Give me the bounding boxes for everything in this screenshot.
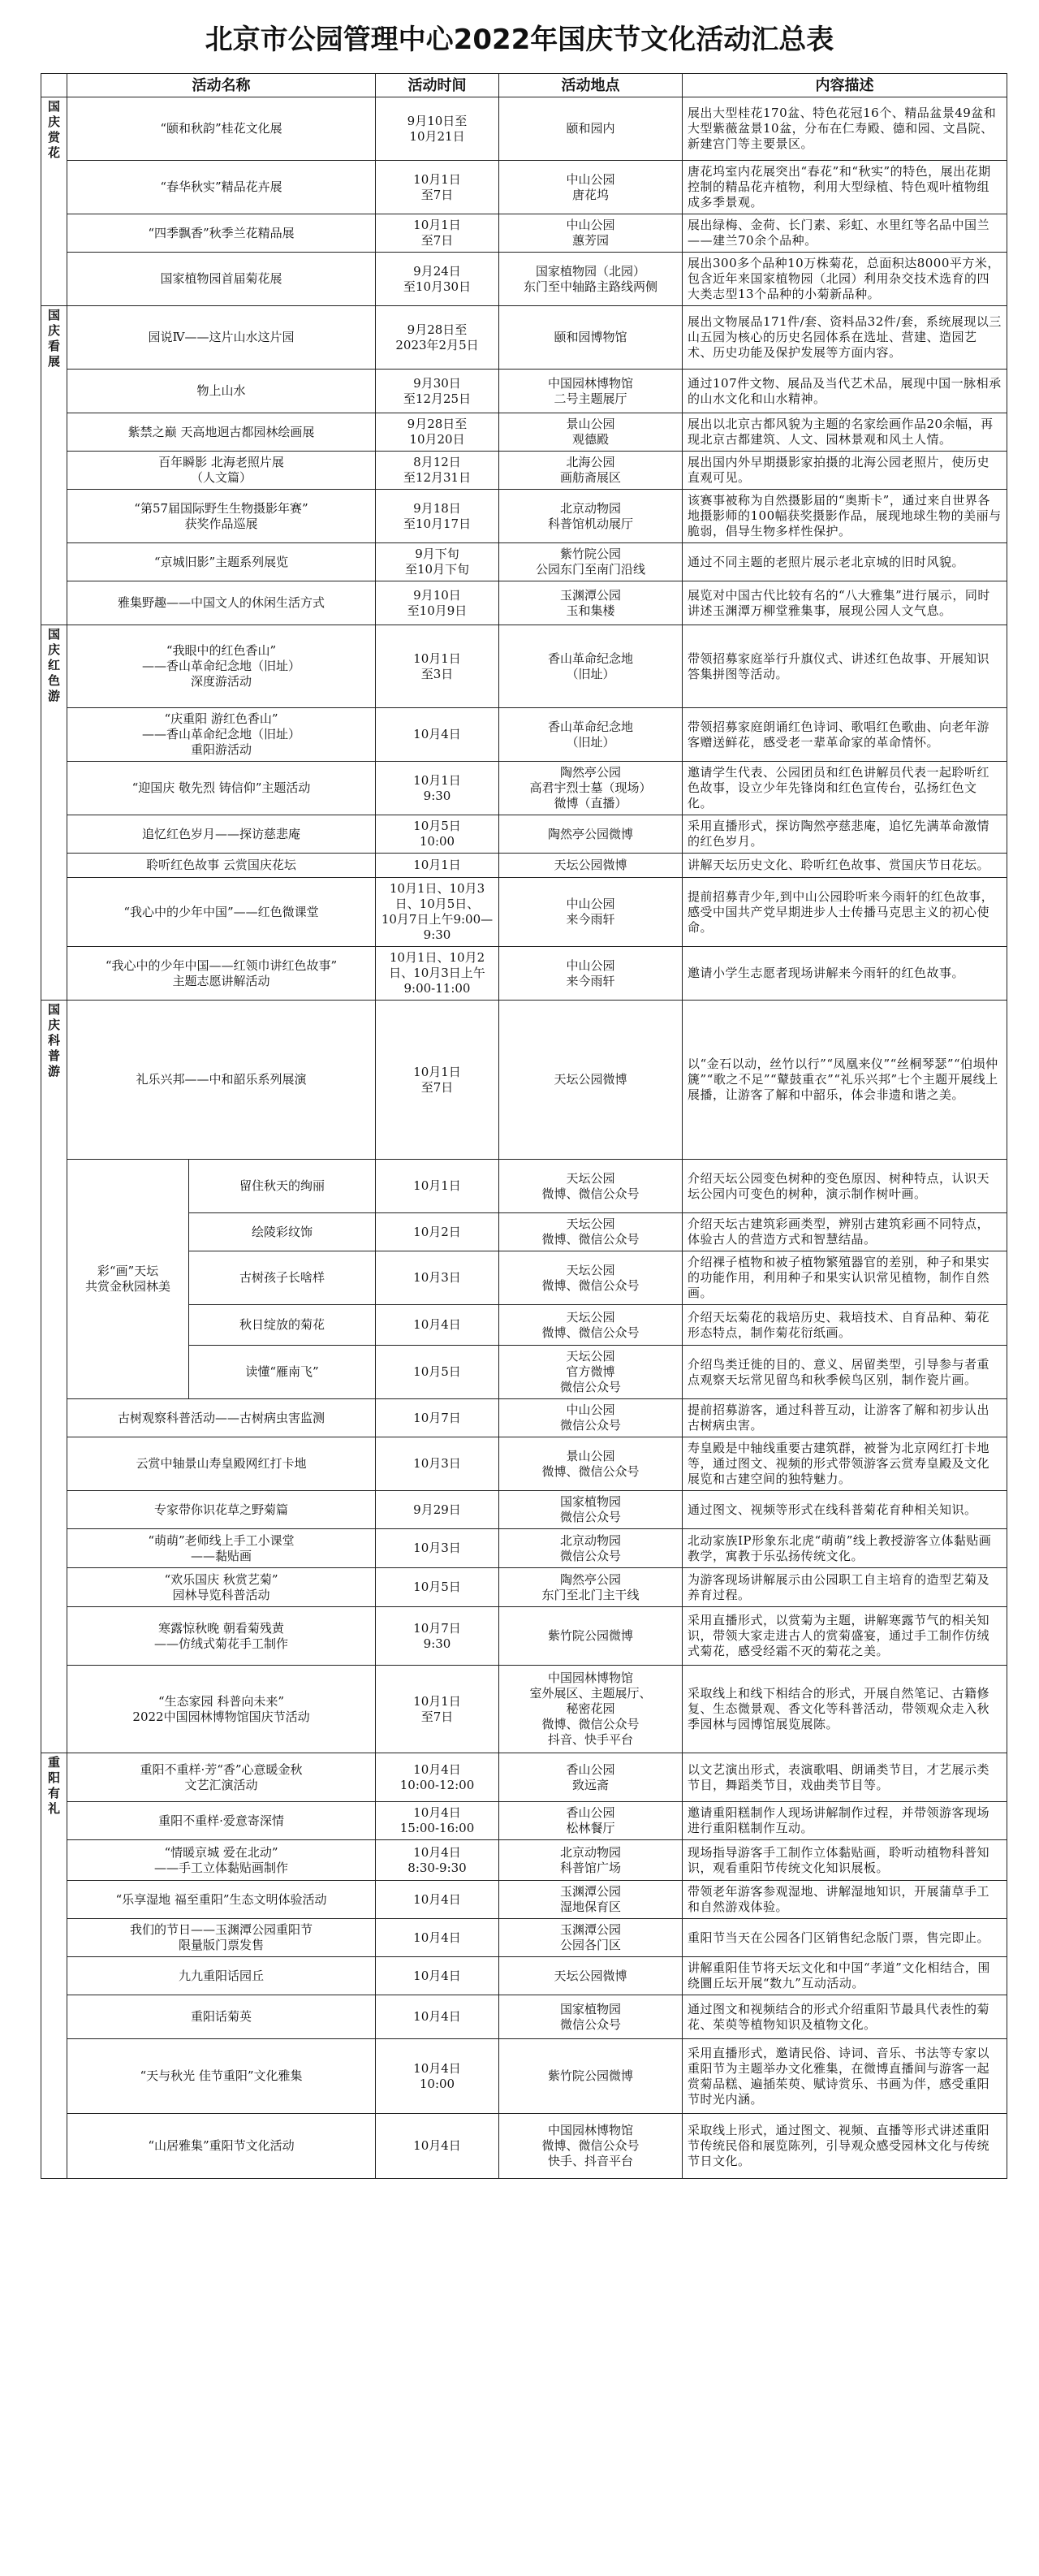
activity-location: 国家植物园 微信公众号	[499, 1491, 683, 1529]
activity-desc: 唐花坞室内花展突出“春花”和“秋实”的特色，展出花期控制的精品花卉植物，利用大型绿植、特色观叶植物组成多季景观。	[683, 161, 1007, 214]
activity-time: 10月3日	[376, 1437, 499, 1491]
activity-location: 中国园林博物馆 室外展区、主题展厅、 秘密花园 微博、微信公众号 抖音、快手平台	[499, 1666, 683, 1753]
activity-time: 10月1日	[376, 1160, 499, 1213]
activity-name: 重阳不重样·芳“香”心意暖金秋 文艺汇演活动	[67, 1753, 376, 1802]
table-row	[41, 625, 1007, 708]
category-label: 国 庆 赏 花	[41, 97, 67, 306]
activity-time: 10月1日、10月2日、10月3日上午 9:00-11:00	[376, 947, 499, 1001]
activity-desc: 提前招募青少年,到中山公园聆听来今雨轩的红色故事，感受中国共产党早期进步人士传播马克思主义的初心使命。	[683, 878, 1007, 947]
table-row	[41, 1919, 1007, 1957]
activity-location: 陶然亭公园 高君宇烈士墓（现场） 微博（直播）	[499, 762, 683, 815]
activity-location: 玉渊潭公园 湿地保育区	[499, 1881, 683, 1919]
activity-name: “天与秋光 佳节重阳”文化雅集	[67, 2039, 376, 2114]
activity-location: 颐和园内	[499, 97, 683, 161]
activity-name: “生态家园 科普向未来” 2022中国园林博物馆国庆节活动	[67, 1666, 376, 1753]
table-row	[41, 708, 1007, 762]
activity-time: 9月30日 至12月25日	[376, 370, 499, 413]
activity-time: 10月4日	[376, 1305, 499, 1346]
table-row	[41, 452, 1007, 490]
activity-name: “乐享湿地 福至重阳”生态文明体验活动	[67, 1881, 376, 1919]
activity-time: 10月4日	[376, 1995, 499, 2039]
activity-time: 9月10日至 10月21日	[376, 97, 499, 161]
activity-name: 留住秋天的绚丽	[189, 1160, 376, 1213]
activity-name: “欢乐国庆 秋赏艺菊” 园林导览科普活动	[67, 1568, 376, 1607]
activity-desc: 提前招募游客，通过科普互动，让游客了解和初步认出古树病虫害。	[683, 1399, 1007, 1437]
table-row	[41, 1437, 1007, 1491]
activity-name: 园说Ⅳ——这片山水这片园	[67, 306, 376, 370]
page-title: 北京市公园管理中心2022年国庆节文化活动汇总表	[205, 23, 834, 56]
activity-location: 国家植物园 微信公众号	[499, 1995, 683, 2039]
activity-location: 中山公园 来今雨轩	[499, 878, 683, 947]
activity-time: 10月4日	[376, 1881, 499, 1919]
activity-name: “庆重阳 游红色香山” ——香山革命纪念地（旧址） 重阳游活动	[67, 708, 376, 762]
activity-desc: 带领招募家庭朗诵红色诗词、歌唱红色歌曲、向老年游客赠送鲜花，感受老一辈革命家的革命情怀。	[683, 708, 1007, 762]
activity-name: “我心中的少年中国——红领巾讲红色故事” 主题志愿讲解活动	[67, 947, 376, 1001]
category-label: 重 阳 有 礼	[41, 1753, 67, 2179]
table-row	[41, 253, 1007, 306]
activity-name: 重阳话菊英	[67, 1995, 376, 2039]
table-row	[41, 1995, 1007, 2039]
table-row	[41, 1399, 1007, 1437]
activity-time: 10月1日 至7日	[376, 1001, 499, 1160]
activity-name: 古树观察科普活动——古树病虫害监测	[67, 1399, 376, 1437]
activity-time: 9月28日至 10月20日	[376, 413, 499, 452]
table-row	[41, 413, 1007, 452]
activity-name: 礼乐兴邦——中和韶乐系列展演	[67, 1001, 376, 1160]
table-row	[41, 1529, 1007, 1568]
activity-name: “我眼中的红色香山” ——香山革命纪念地（旧址） 深度游活动	[67, 625, 376, 708]
activity-name: 物上山水	[67, 370, 376, 413]
table-row	[41, 815, 1007, 854]
header-time: 活动时间	[376, 74, 499, 97]
activity-location: 颐和园博物馆	[499, 306, 683, 370]
activity-location: 北海公园 画舫斋展区	[499, 452, 683, 490]
activity-time: 10月5日 10:00	[376, 815, 499, 854]
activity-location: 天坛公园微博	[499, 854, 683, 878]
activity-location: 中山公园 微信公众号	[499, 1399, 683, 1437]
table-header-row	[41, 74, 1007, 97]
activity-time: 10月4日 15:00-16:00	[376, 1802, 499, 1840]
activity-name: 读懂“雁南飞”	[189, 1346, 376, 1399]
activity-time: 10月4日	[376, 708, 499, 762]
activity-name: “京城旧影”主题系列展览	[67, 543, 376, 581]
activity-desc: 讲解重阳佳节将天坛文化和中国“孝道”文化相结合，围绕圜丘坛开展“数九”互动活动。	[683, 1957, 1007, 1995]
activity-name: “四季飘香”秋季兰花精品展	[67, 214, 376, 253]
activity-name: “第57届国际野生生物摄影年赛” 获奖作品巡展	[67, 490, 376, 543]
activity-location: 香山公园 松林餐厅	[499, 1802, 683, 1840]
table-row	[41, 214, 1007, 253]
activity-time: 10月2日	[376, 1213, 499, 1251]
activity-name: 追忆红色岁月——探访慈悲庵	[67, 815, 376, 854]
activity-name: “山居雅集”重阳节文化活动	[67, 2114, 376, 2179]
activity-location: 天坛公园微博	[499, 1957, 683, 1995]
activity-time: 10月1日 至3日	[376, 625, 499, 708]
activity-desc: 采取线上形式，通过图文、视频、直播等形式讲述重阳节传统民俗和展览陈列，引导观众感受园林文化与传统节日文化。	[683, 2114, 1007, 2179]
header-name: 活动名称	[67, 74, 376, 97]
activity-desc: 展出文物展品171件/套、资料品32件/套，系统展现以三山五园为核心的历史名园体系在选址、营建、造园艺术、历史功能及保护发展等方面内容。	[683, 306, 1007, 370]
table-row	[41, 1957, 1007, 1995]
activity-desc: 北动家族IP形象东北虎“萌萌”线上教授游客立体黏贴画教学，寓教于乐弘扬传统文化。	[683, 1529, 1007, 1568]
activity-location: 天坛公园 微博、微信公众号	[499, 1305, 683, 1346]
activity-desc: 重阳节当天在公园各门区销售纪念版门票，售完即止。	[683, 1919, 1007, 1957]
table-row	[41, 1840, 1007, 1881]
activity-location: 中国园林博物馆 微博、微信公众号 快手、抖音平台	[499, 2114, 683, 2179]
table-row	[41, 490, 1007, 543]
activity-name: 九九重阳话园丘	[67, 1957, 376, 1995]
activity-desc: 介绍鸟类迁徙的目的、意义、居留类型，引导参与者重点观察天坛常见留鸟和秋季候鸟区别，制作瓷片画。	[683, 1346, 1007, 1399]
header-location: 活动地点	[499, 74, 683, 97]
table-row	[41, 1160, 1007, 1213]
activity-time: 10月4日 10:00-12:00	[376, 1753, 499, 1802]
activity-name: 百年瞬影 北海老照片展 （人文篇）	[67, 452, 376, 490]
activity-time: 10月1日 至7日	[376, 161, 499, 214]
activity-name: 寒露惊秋晚 朝看菊残黄 ——仿绒式菊花手工制作	[67, 1607, 376, 1666]
activity-desc: 邀请小学生志愿者现场讲解来今雨轩的红色故事。	[683, 947, 1007, 1001]
activity-desc: 介绍天坛菊花的栽培历史、栽培技术、自育品种、菊花形态特点，制作菊花衍纸画。	[683, 1305, 1007, 1346]
table-row	[41, 370, 1007, 413]
activity-desc: 现场指导游客手工制作立体黏贴画，聆听动植物科普知识，观看重阳节传统文化知识展板。	[683, 1840, 1007, 1881]
activity-desc: 该赛事被称为自然摄影届的“奥斯卡”，通过来自世界各地摄影师的100幅获奖摄影作品，展现地球生物的美丽与脆弱，倡导生物多样性保护。	[683, 490, 1007, 543]
activity-location: 天坛公园 微博、微信公众号	[499, 1251, 683, 1305]
activity-location: 香山公园 致远斋	[499, 1753, 683, 1802]
activity-location: 香山革命纪念地 （旧址）	[499, 625, 683, 708]
activity-desc: 通过不同主题的老照片展示老北京城的旧时风貌。	[683, 543, 1007, 581]
activity-desc: 展出300多个品种10万株菊花，总面积达8000平方米，包含近年来国家植物园（北园）利用杂交技术选育的四大类志型13个品种的小菊新品种。	[683, 253, 1007, 306]
activity-location: 景山公园 微博、微信公众号	[499, 1437, 683, 1491]
activity-desc: 寿皇殿是中轴线重要古建筑群，被誉为北京网红打卡地等，通过图文、视频的形式带领游客云赏寿皇殿及文化展览和古建空间的独特魅力。	[683, 1437, 1007, 1491]
activity-location: 玉渊潭公园 玉和集楼	[499, 581, 683, 625]
activity-desc: 邀请重阳糕制作人现场讲解制作过程，并带领游客现场进行重阳糕制作互动。	[683, 1802, 1007, 1840]
activity-time: 10月5日	[376, 1568, 499, 1607]
table-row	[41, 161, 1007, 214]
activity-desc: 介绍裸子植物和被子植物繁殖器官的差别，种子和果实的功能作用，利用种子和果实认识常见植物，制作自然画。	[683, 1251, 1007, 1305]
table-row	[41, 1666, 1007, 1753]
table-body	[41, 97, 1007, 2179]
activity-time: 9月下旬 至10月下旬	[376, 543, 499, 581]
activity-time: 10月1日	[376, 854, 499, 878]
activity-name: 专家带你识花草之野菊篇	[67, 1491, 376, 1529]
activity-desc: 为游客现场讲解展示由公园职工自主培育的造型艺菊及养育过程。	[683, 1568, 1007, 1607]
table-row	[41, 2039, 1007, 2114]
activity-name: “颐和秋韵”桂花文化展	[67, 97, 376, 161]
table-row	[41, 878, 1007, 947]
activity-location: 紫竹院公园微博	[499, 2039, 683, 2114]
activity-name: “情暖京城 爱在北动” ——手工立体黏贴画制作	[67, 1840, 376, 1881]
activity-desc: 展出绿梅、金荷、长门素、彩虹、水里红等名品中国兰——建兰70余个品种。	[683, 214, 1007, 253]
activity-desc: 通过图文、视频等形式在线科普菊花育种相关知识。	[683, 1491, 1007, 1529]
activity-time: 9月29日	[376, 1491, 499, 1529]
activity-desc: 以“金石以动，丝竹以行”“凤凰来仪”“丝桐琴瑟”“伯埙仲篪”“歌之不足”“鼙鼓重衣”“礼乐兴邦”七个主题开展线上展播，让游客了解和中韶乐，体会非遗和谐之美。	[683, 1001, 1007, 1160]
activity-desc: 介绍天坛古建筑彩画类型，辨别古建筑彩画不同特点，体验古人的营造方式和智慧结晶。	[683, 1213, 1007, 1251]
header-desc: 内容描述	[683, 74, 1007, 97]
activity-time: 9月10日 至10月9日	[376, 581, 499, 625]
activity-time: 10月3日	[376, 1529, 499, 1568]
activity-location: 中山公园 蕙芳园	[499, 214, 683, 253]
activity-location: 北京动物园 微信公众号	[499, 1529, 683, 1568]
activity-location: 国家植物园（北园） 东门至中轴路主路线两侧	[499, 253, 683, 306]
activity-name: 国家植物园首届菊花展	[67, 253, 376, 306]
activity-location: 北京动物园 科普馆机动展厅	[499, 490, 683, 543]
table-row	[41, 947, 1007, 1001]
activity-name: 云赏中轴景山寿皇殿网红打卡地	[67, 1437, 376, 1491]
table-row	[41, 1607, 1007, 1666]
activity-name: “萌萌”老师线上手工小课堂 ——黏贴画	[67, 1529, 376, 1568]
category-label: 国 庆 科 普 游	[41, 1001, 67, 1753]
activity-location: 紫竹院公园微博	[499, 1607, 683, 1666]
activity-desc: 以文艺演出形式，表演歌唱、朗诵类节目，才艺展示类节目，舞蹈类节目，戏曲类节目等。	[683, 1753, 1007, 1802]
activity-desc: 讲解天坛历史文化、聆听红色故事、赏国庆节日花坛。	[683, 854, 1007, 878]
activity-time: 10月7日 9:30	[376, 1607, 499, 1666]
activity-location: 景山公园 观德殿	[499, 413, 683, 452]
activity-desc: 通过图文和视频结合的形式介绍重阳节最具代表性的菊花、茱萸等植物知识及植物文化。	[683, 1995, 1007, 2039]
activity-location: 陶然亭公园 东门至北门主干线	[499, 1568, 683, 1607]
table-row	[41, 1881, 1007, 1919]
activity-time: 10月7日	[376, 1399, 499, 1437]
activity-desc: 采用直播形式，探访陶然亭慈悲庵，追忆先满革命激情的红色岁月。	[683, 815, 1007, 854]
table-row	[41, 1491, 1007, 1529]
activity-time: 10月4日 8:30-9:30	[376, 1840, 499, 1881]
header-category	[41, 74, 67, 97]
activity-name: 我们的节日——玉渊潭公园重阳节 限量版门票发售	[67, 1919, 376, 1957]
activity-desc: 通过107件文物、展品及当代艺术品，展现中国一脉相承的山水文化和山水精神。	[683, 370, 1007, 413]
group-label: 彩“画”天坛 共赏金秋园林美	[67, 1160, 189, 1399]
table-row	[41, 762, 1007, 815]
table-row	[41, 854, 1007, 878]
activity-name: 聆听红色故事 云赏国庆花坛	[67, 854, 376, 878]
activity-desc: 邀请学生代表、公园团员和红色讲解员代表一起聆听红色故事，设立少年先锋岗和红色宣传台，弘扬红色文化。	[683, 762, 1007, 815]
activity-time: 10月4日	[376, 1919, 499, 1957]
activity-location: 中山公园 唐花坞	[499, 161, 683, 214]
activity-name: “我心中的少年中国”——红色微课堂	[67, 878, 376, 947]
activity-location: 北京动物园 科普馆广场	[499, 1840, 683, 1881]
activity-name: 雅集野趣——中国文人的休闲生活方式	[67, 581, 376, 625]
activity-time: 9月18日 至10月17日	[376, 490, 499, 543]
activity-location: 中国园林博物馆 二号主题展厅	[499, 370, 683, 413]
table-row	[41, 1001, 1007, 1160]
activity-desc: 展出大型桂花170盆、特色花冠16个、精品盆景49盆和大型紫薇盆景10盆，分布在仁寿殿、德和园、文昌院、新建宫门等主要景区。	[683, 97, 1007, 161]
activity-desc: 展览对中国古代比较有名的“八大雅集”进行展示，同时讲述玉渊潭万柳堂雅集事，展现公园人文气息。	[683, 581, 1007, 625]
activity-time: 10月1日 至7日	[376, 214, 499, 253]
activity-desc: 采取线上和线下相结合的形式，开展自然笔记、古籍修复、生态微景观、香文化等科普活动，带领观众走入秋季园林与园博馆展览展陈。	[683, 1666, 1007, 1753]
activity-time: 8月12日 至12月31日	[376, 452, 499, 490]
activity-name: “迎国庆 敬先烈 铸信仰”主题活动	[67, 762, 376, 815]
table-row	[41, 1802, 1007, 1840]
activity-name: 秋日绽放的菊花	[189, 1305, 376, 1346]
activity-desc: 展出国内外早期摄影家拍摄的北海公园老照片，使历史直观可见。	[683, 452, 1007, 490]
activity-table	[41, 73, 1007, 2179]
activity-desc: 采用直播形式，邀请民俗、诗词、音乐、书法等专家以重阳节为主题举办文化雅集，在微博直播间与游客一起赏菊品糕、遍插茱萸、赋诗赏乐、书画为伴，感受重阳节时光内涵。	[683, 2039, 1007, 2114]
category-label: 国 庆 看 展	[41, 306, 67, 625]
activity-desc: 展出以北京古都风貌为主题的名家绘画作品20余幅，再现北京古都建筑、人文、园林景观和风土人情。	[683, 413, 1007, 452]
activity-time: 10月5日	[376, 1346, 499, 1399]
table-row	[41, 1568, 1007, 1607]
activity-location: 香山革命纪念地 （旧址）	[499, 708, 683, 762]
activity-time: 10月1日 9:30	[376, 762, 499, 815]
table-row	[41, 1753, 1007, 1802]
activity-location: 天坛公园 微博、微信公众号	[499, 1213, 683, 1251]
activity-location: 天坛公园 微博、微信公众号	[499, 1160, 683, 1213]
category-label: 国 庆 红 色 游	[41, 625, 67, 1001]
activity-time: 9月28日至 2023年2月5日	[376, 306, 499, 370]
activity-location: 紫竹院公园 公园东门至南门沿线	[499, 543, 683, 581]
activity-name: 紫禁之巅 天高地迥古都园林绘画展	[67, 413, 376, 452]
activity-time: 10月1日、10月3日、10月5日、 10月7日上午9:00—9:30	[376, 878, 499, 947]
table-row	[41, 306, 1007, 370]
activity-desc: 介绍天坛公园变色树种的变色原因、树种特点，认识天坛公园内可变色的树种，演示制作树叶画。	[683, 1160, 1007, 1213]
activity-location: 天坛公园微博	[499, 1001, 683, 1160]
activity-desc: 采用直播形式，以赏菊为主题，讲解寒露节气的相关知识，带领大家走进古人的赏菊盛宴，通过手工制作仿绒式菊花，感受经霜不灭的菊花之美。	[683, 1607, 1007, 1666]
activity-time: 10月4日 10:00	[376, 2039, 499, 2114]
activity-name: 古树孩子长啥样	[189, 1251, 376, 1305]
table-row	[41, 543, 1007, 581]
activity-time: 10月4日	[376, 1957, 499, 1995]
activity-location: 天坛公园 官方微博 微信公众号	[499, 1346, 683, 1399]
activity-time: 10月1日 至7日	[376, 1666, 499, 1753]
activity-time: 9月24日 至10月30日	[376, 253, 499, 306]
activity-name: 绘陵彩纹饰	[189, 1213, 376, 1251]
table-row	[41, 97, 1007, 161]
activity-location: 玉渊潭公园 公园各门区	[499, 1919, 683, 1957]
activity-time: 10月4日	[376, 2114, 499, 2179]
activity-time: 10月3日	[376, 1251, 499, 1305]
table-row	[41, 581, 1007, 625]
activity-desc: 带领老年游客参观湿地、讲解湿地知识，开展蒲草手工和自然游戏体验。	[683, 1881, 1007, 1919]
activity-desc: 带领招募家庭举行升旗仪式、讲述红色故事、开展知识答集拼图等活动。	[683, 625, 1007, 708]
activity-location: 中山公园 来今雨轩	[499, 947, 683, 1001]
activity-name: “春华秋实”精品花卉展	[67, 161, 376, 214]
activity-location: 陶然亭公园微博	[499, 815, 683, 854]
table-row	[41, 2114, 1007, 2179]
activity-name: 重阳不重样·爱意寄深情	[67, 1802, 376, 1840]
